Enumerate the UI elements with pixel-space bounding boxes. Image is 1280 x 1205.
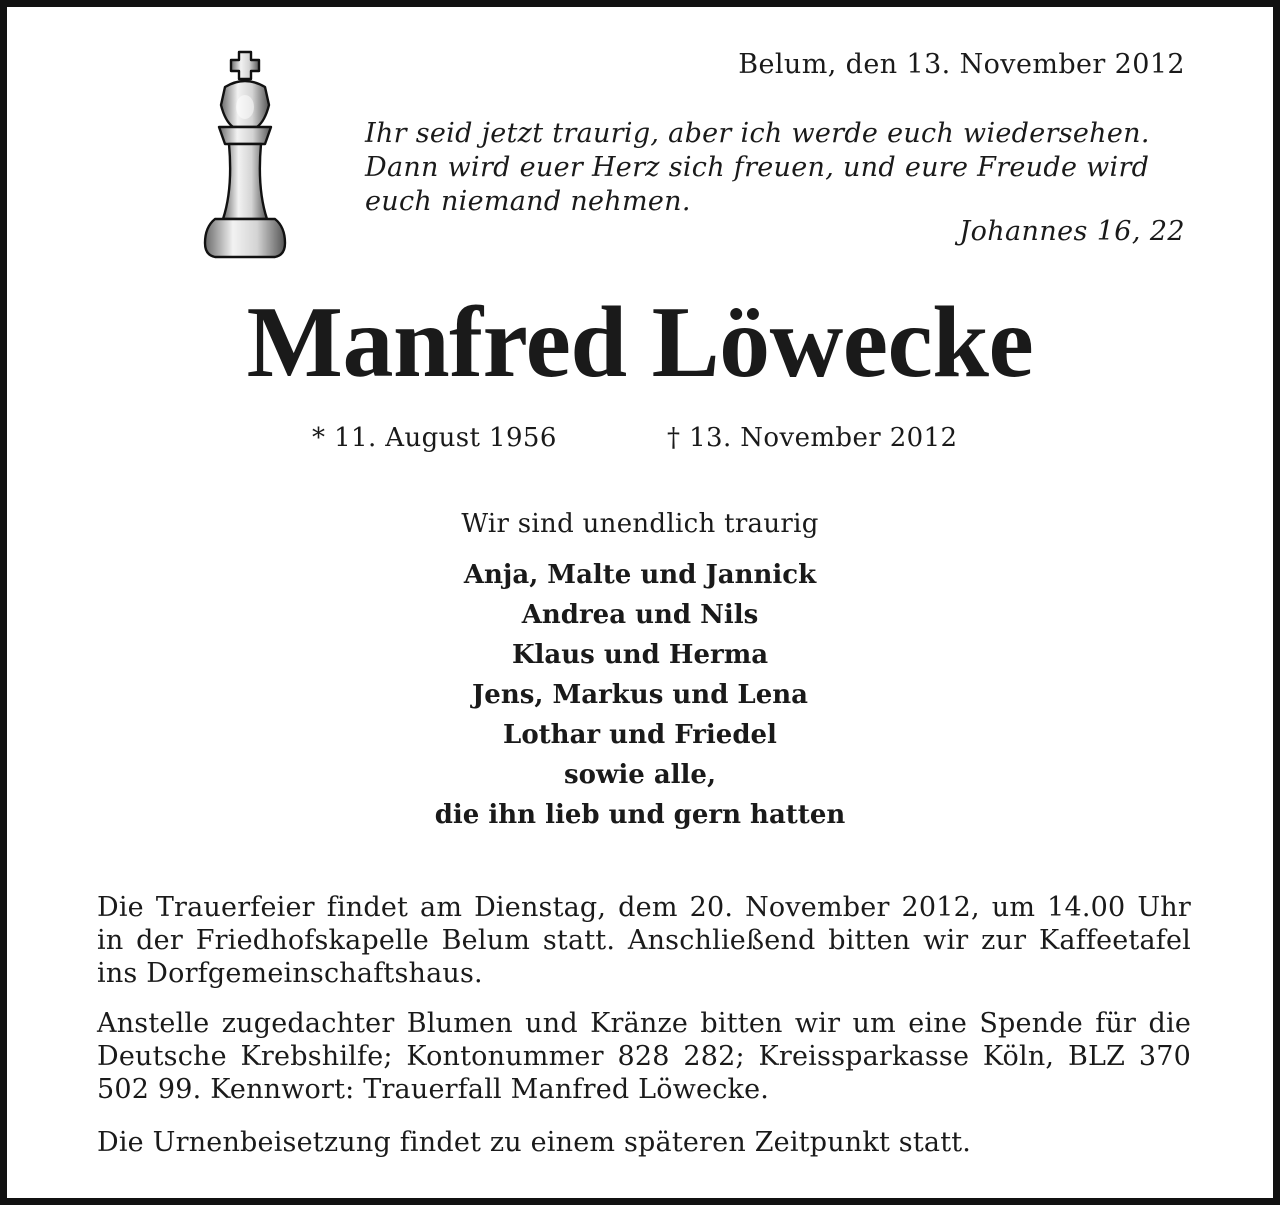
quote-reference: Johannes 16, 22 [959,216,1185,247]
donation-notice: Anstelle zugedachter Blumen und Kränze bitten wir um eine Spende für die Deutsche Krebshilfe; Kontonummer 828 282; Kreissparkasse Köln, BLZ 370 502 99. Kennwort: Trauerfall Manfred Löwecke. [97,1008,1191,1105]
chess-king-icon [199,49,291,261]
mourner-line: Klaus und Herma [511,640,769,670]
place-date: Belum, den 13. November 2012 [738,49,1185,80]
mourners-list [7,555,1273,835]
deceased-name: Manfred Löwecke [246,286,1034,399]
grief-intro: Wir sind unendlich traurig [461,509,819,539]
birth-date: * 11. August 1956 [312,423,557,453]
burial-notice: Die Urnenbeisetzung findet zu einem späteren Zeitpunkt statt. [97,1127,972,1158]
death-date: † 13. November 2012 [667,423,958,453]
bible-quote: Ihr seid jetzt traurig, aber ich werde euch wiedersehen. Dann wird euer Herz sich freuen, und eure Freude wird euch niemand nehmen. [365,118,1150,217]
mourner-line: die ihn lieb und gern hatten [434,800,846,830]
mourner-line: Anja, Malte und Jannick [463,560,817,590]
mourner-line: Andrea und Nils [521,600,759,630]
funeral-notice: Die Trauerfeier findet am Dienstag, dem 20. November 2012, um 14.00 Uhr in der Friedhofskapelle Belum statt. Anschließend bitten wir zur Kaffeetafel ins Dorfgemeinschaftshaus. [97,892,1191,989]
notices-section [97,891,1191,1159]
mourner-line: Lothar und Friedel [503,720,777,750]
mourner-line: Jens, Markus und Lena [471,680,809,710]
mourner-line: sowie alle, [563,760,717,790]
